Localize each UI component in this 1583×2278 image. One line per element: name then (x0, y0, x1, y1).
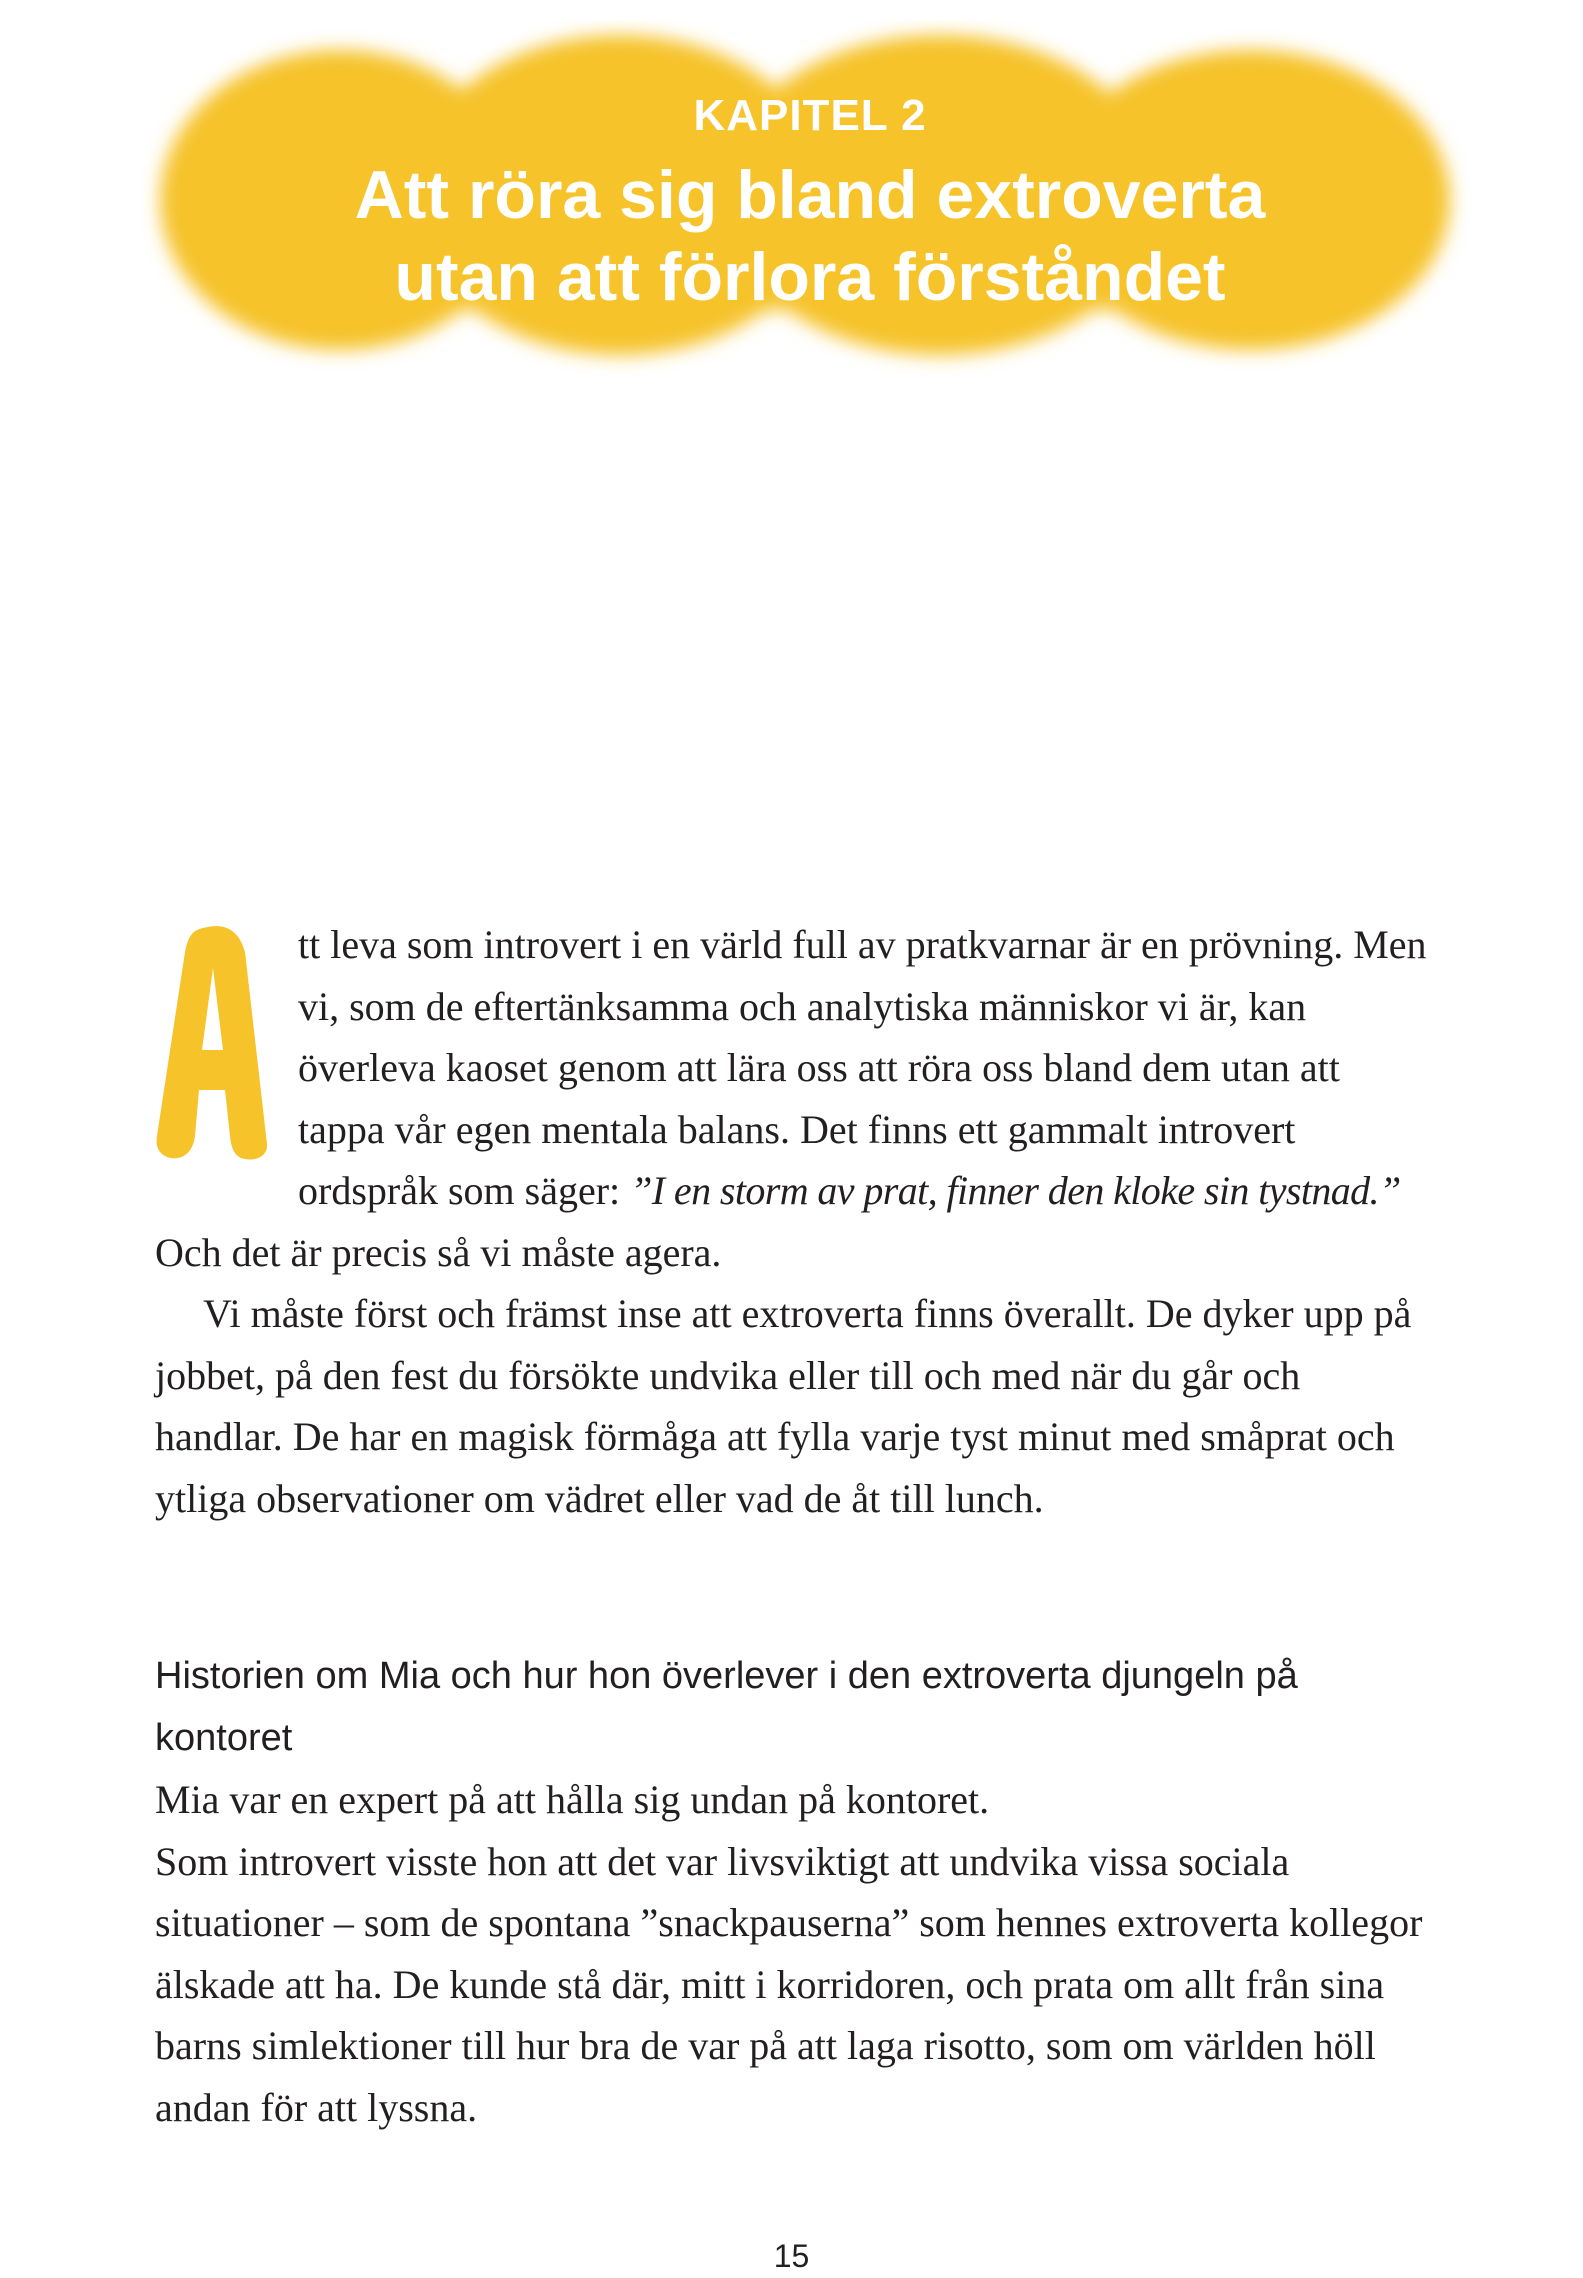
intro-paragraph-2: Vi måste först och främst inse att extroverta finns överallt. De dyker upp på jobbet, på den fest du försökte undvika eller till och med när du går och handlar. De har en magisk förmåga att fylla varje tyst minut med småprat och ytliga observationer om vädret eller vad de åt till lunch. (155, 1291, 1412, 1521)
intro-text (155, 914, 1435, 1529)
intro-paragraph-1-end: Och det är precis så vi måste agera. (155, 1229, 722, 1275)
intro-paragraph-1-text: tt leva som introvert i en värld full av pratkvarnar är en prövning. Men vi, som de eftertänksamma och analytiska människor vi är, kan överleva kaoset genom att lära oss att röra oss bland dem utan att tappa vår egen mentala balans. Det finns ett gammalt introvert ordspråk som säger: (298, 922, 1427, 1213)
chapter-title-line-1: Att röra sig bland extroverta (354, 157, 1266, 233)
chapter-header (140, 88, 1480, 318)
drop-cap-letter-a (155, 922, 275, 1162)
chapter-title (140, 154, 1480, 318)
drop-cap (155, 922, 290, 1164)
chapter-label: KAPITEL 2 (693, 91, 927, 140)
section-paragraph-2: Som introvert visste hon att det var livsviktigt att undvika vissa sociala situationer – som de spontana ”snackpauserna” som hennes extroverta kollegor älskade att ha. De kunde stå där, mitt i korridoren, och prata om allt från sina barns simlektioner till hur bra de var på att laga risotto, som om världen höll andan för att lyssna. (155, 1838, 1423, 2130)
page-number: 15 (773, 2238, 810, 2274)
section-heading: Historien om Mia och hur hon överlever i den extroverta djungeln på kontoret (155, 1655, 1298, 1759)
chapter-title-line-2: utan att förlora förståndet (394, 239, 1226, 315)
intro-paragraph-1 (155, 914, 1435, 1283)
introvert-proverb-quote: ”I en storm av prat, finner den kloke sin tystnad.” (630, 1168, 1401, 1213)
section-body (155, 1769, 1435, 2138)
section-paragraph-1: Mia var en expert på att hålla sig undan på kontoret. (155, 1777, 990, 1822)
